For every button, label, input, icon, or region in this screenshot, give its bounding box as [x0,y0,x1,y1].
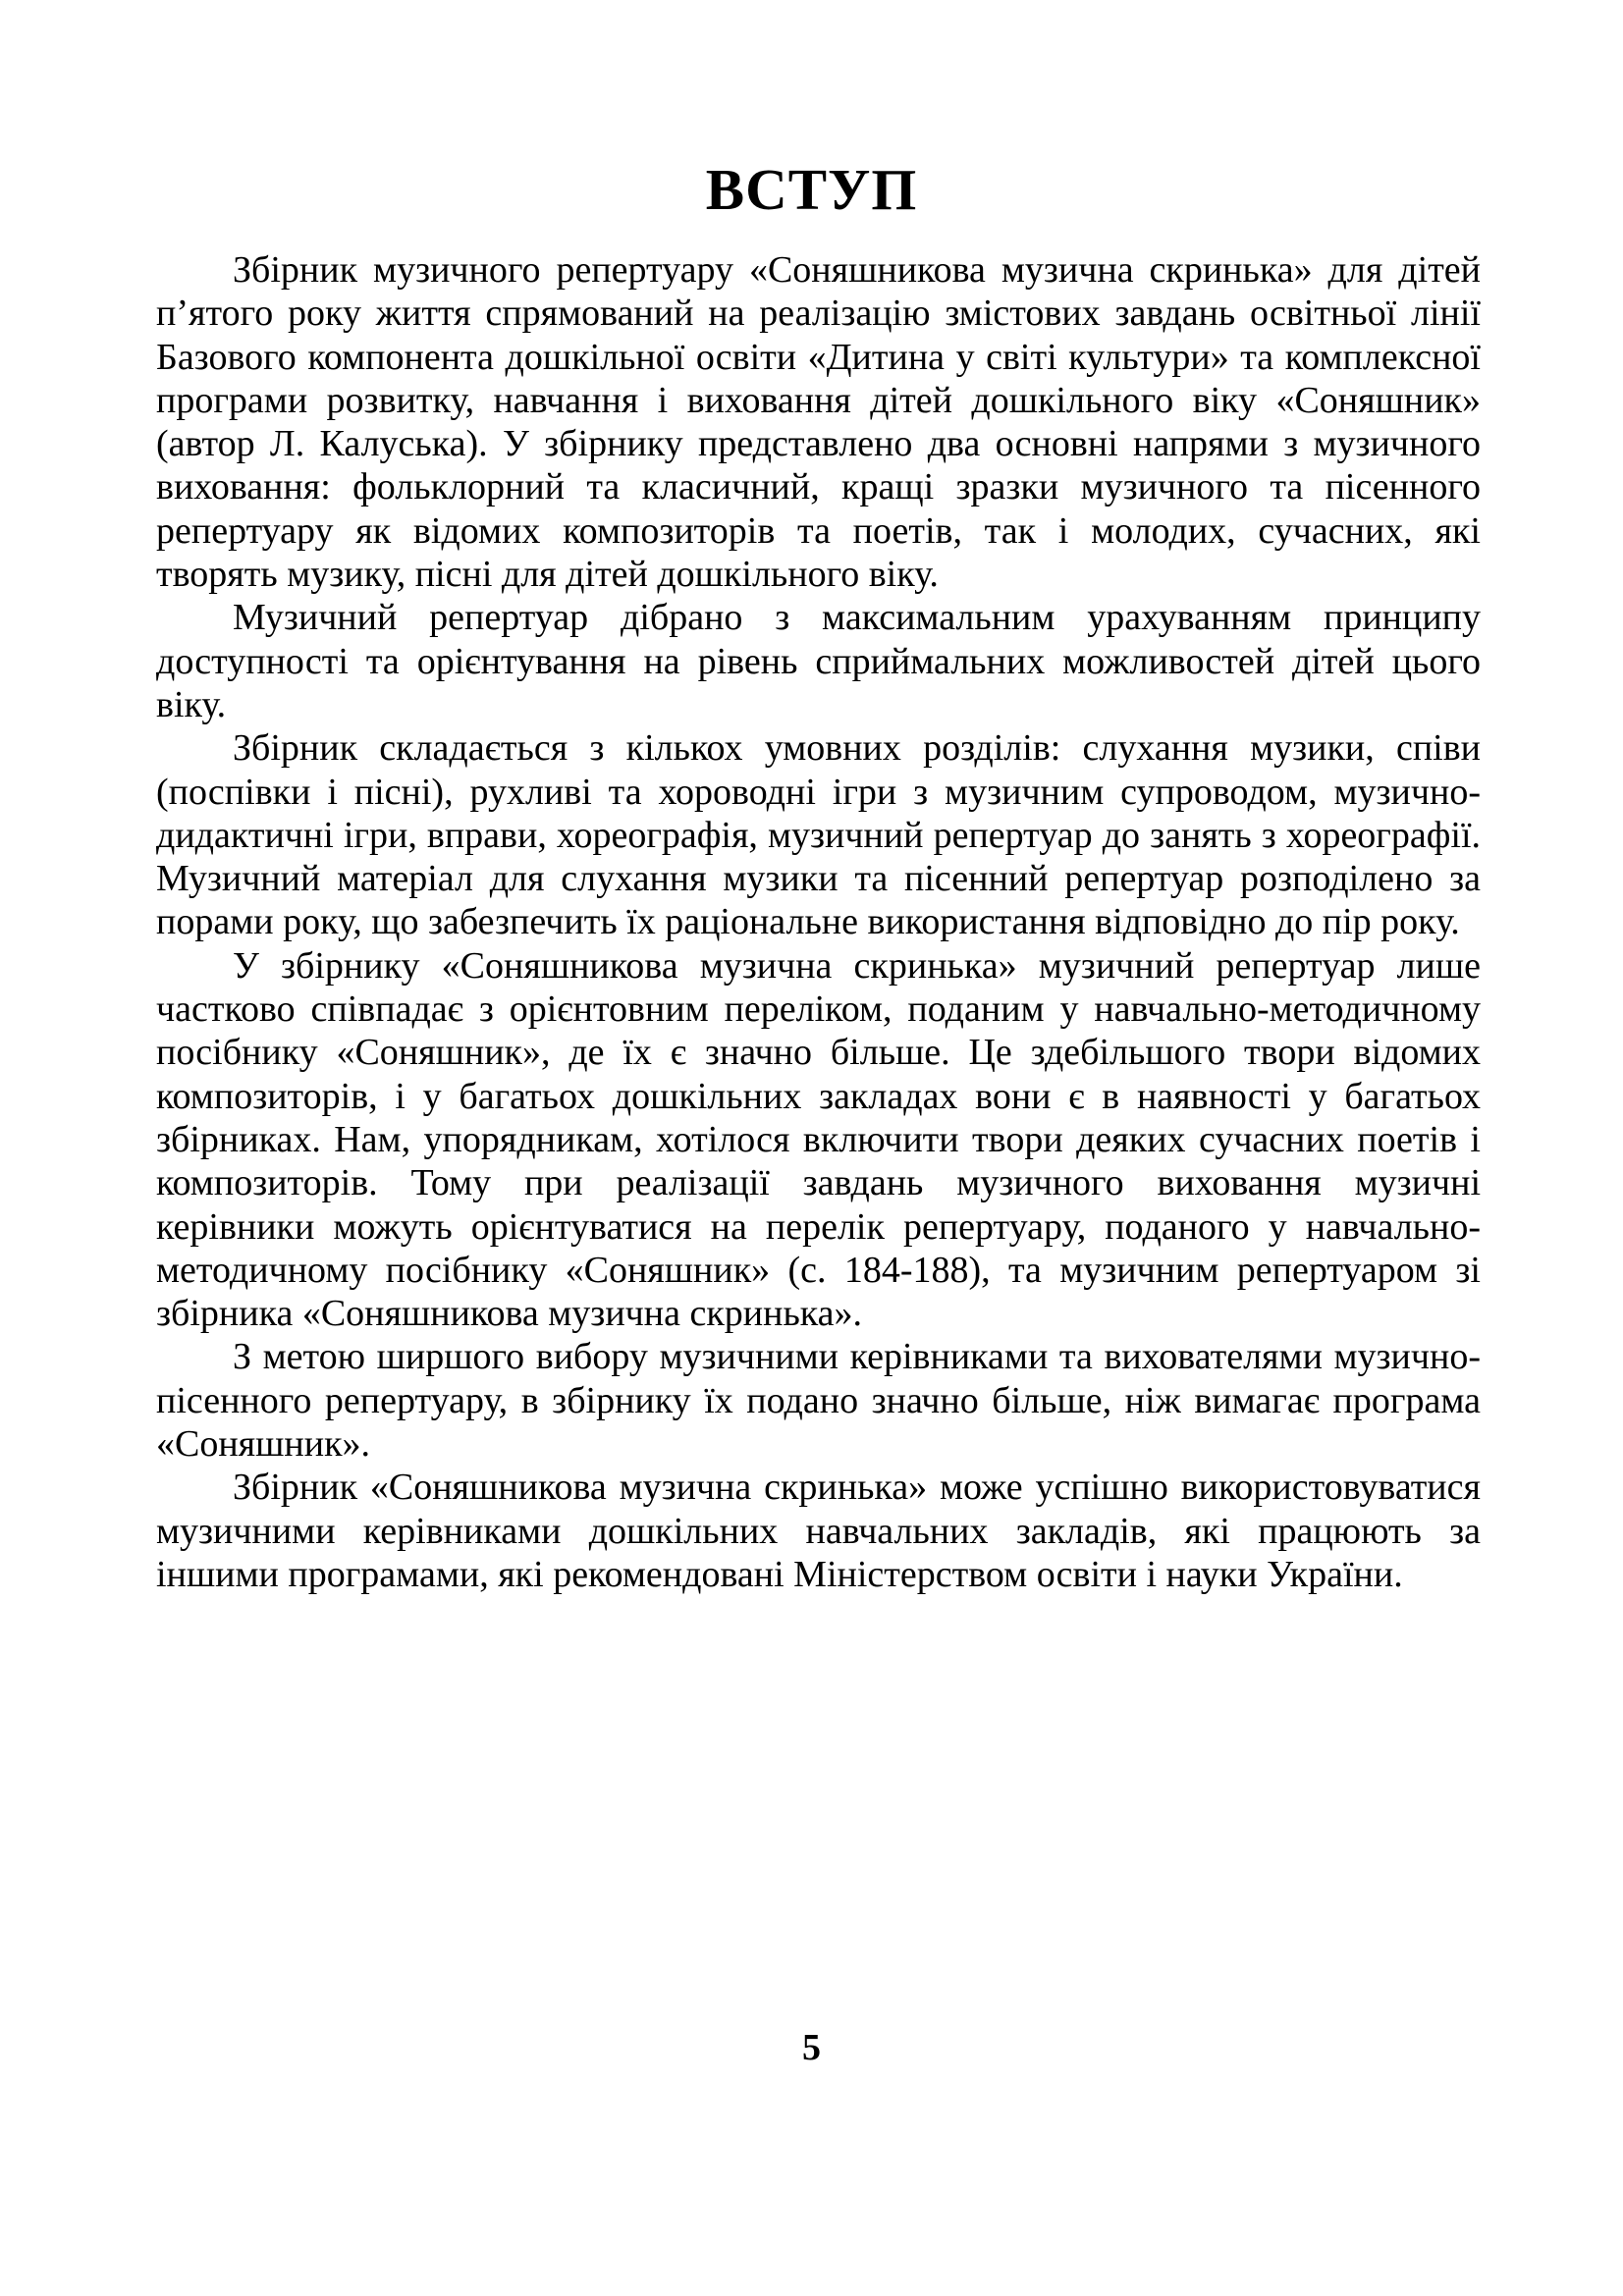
page-title: ВСТУП [705,157,918,222]
paragraph-1: Збірник музичного репертуару «Соняшникова музична скринька» для дітей п’ятого року життя спрямований на реалізацію змістових завдань освітньої лінії Базового компонента дошкільної освіти «Дитина у світі культури» та комплексної програми розвитку, навчання і виховання дітей дошкільного віку «Соняшник» (автор Л. Калуська). У збірнику представлено два основні напрями з музичного виховання: фольклорний та класичний, кращі зразки музичного та пісенного репертуару як відомих композиторів та поетів, так і молодих, сучасних, які творять музику, пісні для дітей дошкільного віку. [156,249,1481,596]
body-text [156,248,1481,1596]
paragraph-6: Збірник «Соняшникова музична скринька» може успішно використовуватися музичними керівниками дошкільних навчальних закладів, які працюють за іншими програмами, які рекомендовані Міністерством освіти і науки України. [156,1467,1481,1595]
paragraph-5: З метою ширшого вибору музичними керівниками та вихователями музично-пісенного репертуару, в збірнику їх подано значно більше, ніж вимагає програма «Соняшник». [156,1336,1481,1466]
paragraph-2: Музичний репертуар дібрано з максимальним урахуванням принципу доступності та орієнтування на рівень сприймальних можливостей дітей цього віку. [156,597,1481,725]
paragraph-4: У збірнику «Соняшникова музична скринька» музичний репертуар лише частково співпадає з орієнтовним переліком, поданим у навчально-методичному посібнику «Соняшник», де їх є значно більше. Це здебільшого твори відомих композиторів, і у багатьох дошкільних закладах вони є в наявності у багатьох збірниках. Нам, упорядникам, хотілося включити твори деяких сучасних поетів і композиторів. Тому при реалізації завдань музичного виховання музичні керівники можуть орієнтуватися на перелік репертуару, поданого у навчально-методичному посібнику «Соняшник» (с. 184-188), та музичним репертуаром зі збірника «Соняшникова музична скринька». [156,944,1481,1335]
page-number: 5 [802,2027,821,2068]
paragraph-3: Збірник складається з кількох умовних розділів: слухання музики, співи (поспівки і пісні), рухливі та хороводні ігри з музичним супроводом, музично-дидактичні ігри, вправи, хореографія, музичний репертуар до занять з хореографії. Музичний матеріал для слухання музики та пісенний репертуар розподілено за порами року, що забезпечить їх раціональне використання відповідно до пір року. [156,727,1481,943]
